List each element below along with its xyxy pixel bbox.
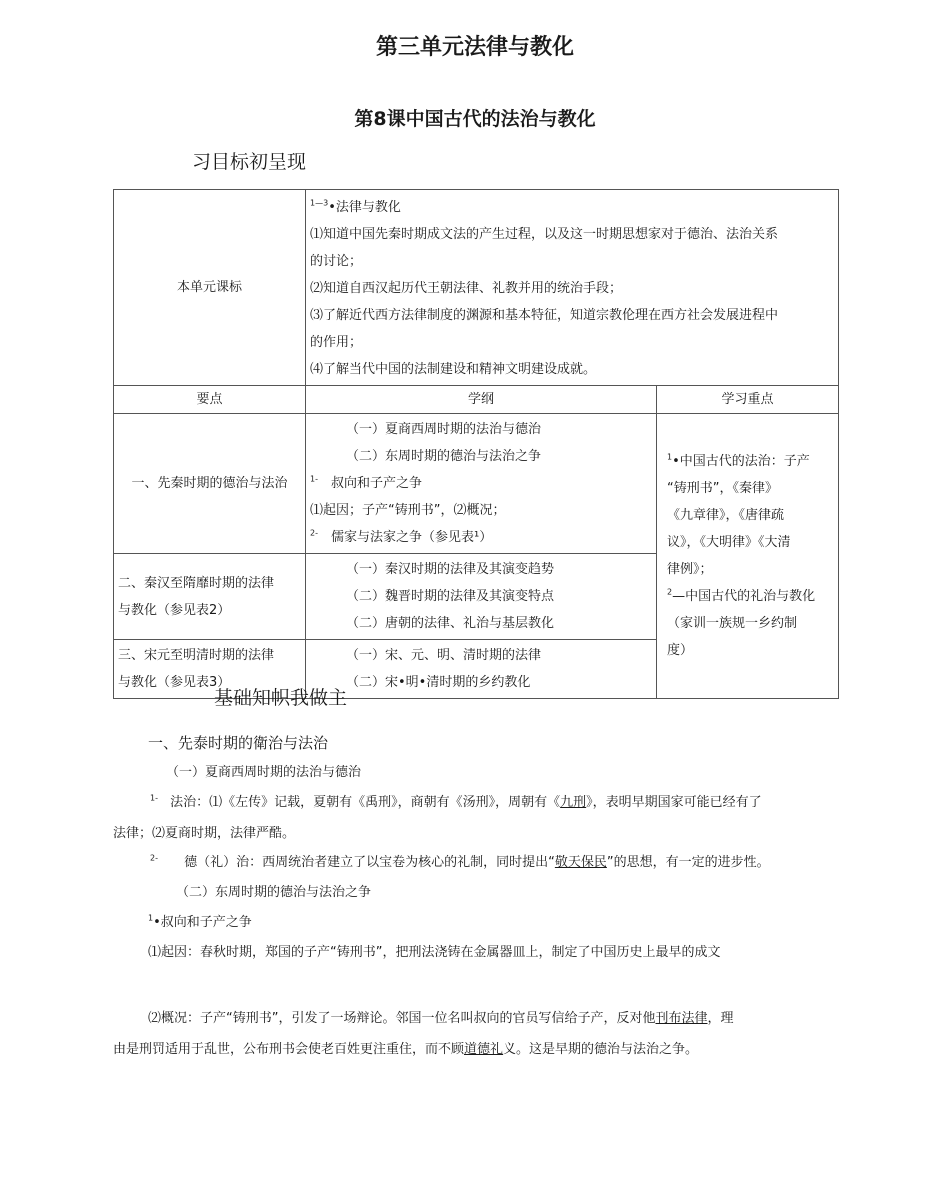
lesson-title: 第8课中国古代的法治与教化 <box>354 108 596 130</box>
line-marker: 1—3 <box>310 198 329 208</box>
outline-item: （二）东周时期的德治与法治之争 <box>346 449 542 464</box>
outline-item: （一）夏商西周时期的法治与德治 <box>346 422 542 437</box>
paragraph-marker: 1 <box>148 913 154 923</box>
paragraph-law <box>150 791 762 810</box>
outline-item: （二）魏晋时期的法律及其演变特点 <box>346 589 555 604</box>
underlined-term: 九刑 <box>560 795 587 810</box>
outline-cell <box>306 414 657 554</box>
focus-line: 律例》； <box>667 562 713 577</box>
point-cell <box>114 414 306 554</box>
paragraph-text: 法治：⑴《左传》记载，夏朝有《禹刑》，商朝有《汤刑》，周朝有《 <box>170 795 561 810</box>
line-marker: 1- <box>310 474 318 484</box>
focus-line: 《九章律》，《唐律疏 <box>667 508 785 523</box>
underlined-term: 道德礼 <box>464 1042 504 1057</box>
standard-line: 的作用； <box>310 335 363 350</box>
paragraph-text: 由是刑罚适用于乱世，公布刑书会使老百姓更注重住，而不顾 <box>113 1042 465 1057</box>
focus-line: $^2$—中国古代的礼治与教化 <box>667 587 816 604</box>
standard-row <box>114 190 839 386</box>
standard-line: ⑴知道中国先秦时期成文法的产生过程，以及这一时期思想家对于德治、法治关系 <box>310 227 779 242</box>
paragraph-text: ，理 <box>707 1011 734 1026</box>
outline-item: ⑴起因；子产“铸刑书”，⑵概况； <box>310 503 506 518</box>
paragraph-text: 》，表明早期国家可能已经有了 <box>586 795 762 810</box>
table-row <box>114 414 839 554</box>
unit-title: 第三单元法律与教化 <box>375 35 574 60</box>
paragraph-text: ”的思想，有一定的进步性。 <box>606 855 770 870</box>
outline-item: $^{2-}$ 儒家与法家之争（参见表¹） <box>310 528 493 545</box>
paragraph-rites <box>150 851 770 870</box>
focus-line: $^1$•中国古代的法治：子产 <box>667 452 810 469</box>
standard-line: ⑵知道自西汉起历代王朝法律、礼教并用的统治手段； <box>310 281 623 296</box>
header-focus: 学习重点 <box>657 386 839 414</box>
focus-line: （家训一族规一乡约制 <box>667 616 798 631</box>
point-text: 三、宋元至明清时期的法律 <box>118 648 275 663</box>
header-point: 要点 <box>114 386 306 414</box>
outline-item: （二）唐朝的法律、礼治与基层教化 <box>346 616 555 631</box>
section-heading-1: 一、先泰时期的衛治与法治 <box>148 734 329 752</box>
paragraph-marker: 2- <box>150 853 158 863</box>
goals-heading: 习目标初呈现 <box>192 151 307 173</box>
underlined-term: 敬天保民 <box>554 855 607 870</box>
paragraph-cause: ⑴起因：春秋时期，郑国的子产“铸刑书”，把刑法浇铸在金属器皿上，制定了中国历史上最早的成文 <box>148 945 721 960</box>
basics-heading: 基础知帜我做主 <box>214 687 348 709</box>
standard-content <box>306 190 839 386</box>
paragraph-law-cont: 法律；⑵夏商时期，法律严酷。 <box>113 826 296 841</box>
curriculum-table <box>113 189 839 699</box>
outline-item: （一）秦汉时期的法律及其演变趋势 <box>346 562 555 577</box>
subheading-1: （一）夏商西周时期的法治与德治 <box>166 765 362 780</box>
focus-cell <box>657 414 839 699</box>
standard-line: $^{1—3}$•法律与教化 <box>310 198 401 215</box>
line-marker: 2- <box>310 528 318 538</box>
focus-line: 议》，《大明律》《大清 <box>667 535 791 550</box>
point-text: 与教化（参见表2） <box>118 602 231 618</box>
outline-cell <box>306 640 657 699</box>
header-outline: 学纲 <box>306 386 657 414</box>
point-cell <box>114 554 306 640</box>
point-text: 二、秦汉至隋靡时期的法律 <box>118 575 275 591</box>
line-marker: 1 <box>667 452 673 462</box>
underlined-term: 刊布法律 <box>655 1011 708 1026</box>
subheading-2: （二）东周时期的德治与法治之争 <box>176 885 372 900</box>
paragraph-overview <box>148 1007 734 1026</box>
outline-cell <box>306 554 657 640</box>
outline-item: （一）宋、元、明、清时期的法律 <box>346 648 542 663</box>
standard-line: ⑷了解当代中国的法制建设和精神文明建设成就。 <box>310 362 597 377</box>
outline-item: $^{1-}$ 叔向和子产之争 <box>310 474 422 491</box>
line-marker: 2 <box>667 587 673 597</box>
focus-line: “铸刑书”，《秦律》 <box>667 481 778 496</box>
point-text: 一、先秦时期的德治与法治 <box>131 476 288 491</box>
paragraph-text: 德（礼）治：西周统治者建立了以宝卷为核心的礼制，同时提出“ <box>184 855 555 870</box>
focus-line: 度） <box>667 643 694 658</box>
paragraph-marker: 1- <box>150 793 158 803</box>
standard-line: ⑶了解近代西方法律制度的渊源和基本特征，知道宗教伦理在西方社会发展进程中 <box>310 308 779 323</box>
paragraph-text: •叔向和子产之争 <box>153 915 252 930</box>
point-text: 与教化（参见表3） <box>118 675 231 690</box>
paragraph-dispute <box>148 911 252 930</box>
paragraph-text: 义。这是早期的德治与法治之争。 <box>503 1042 699 1057</box>
standard-label: 本单元课标 <box>114 190 306 386</box>
standard-line: 的讨论； <box>310 254 363 269</box>
paragraph-text: ⑵概况：子产“铸刑书”，引发了一场辩论。邻国一位名叫叔向的官员写信给子产，反对他 <box>148 1011 656 1026</box>
outline-item: （二）宋•明•清时期的乡约教化 <box>346 675 531 690</box>
paragraph-overview-cont <box>113 1038 698 1057</box>
table-header-row <box>114 386 839 414</box>
